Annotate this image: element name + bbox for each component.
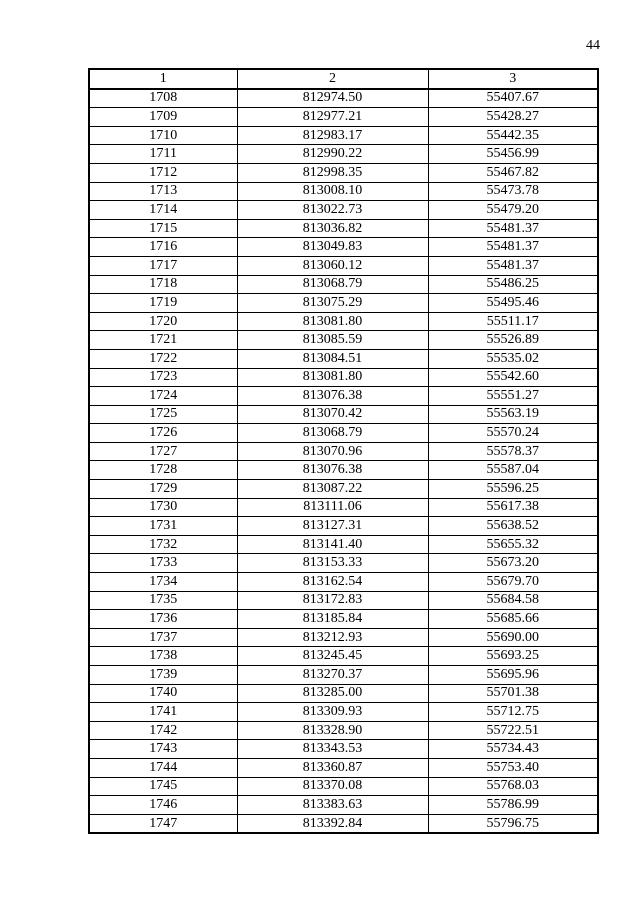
table-cell-col-3: 55456.99	[428, 145, 598, 164]
table-row	[89, 349, 598, 368]
table-cell-col-2: 813245.45	[237, 647, 428, 666]
table-cell-col-3: 55511.17	[428, 312, 598, 331]
table-cell-col-3: 55617.38	[428, 498, 598, 517]
table-cell-col-1: 1720	[89, 312, 237, 331]
table-cell-col-2: 813185.84	[237, 610, 428, 629]
table-cell-col-3: 55638.52	[428, 517, 598, 536]
table-row	[89, 666, 598, 685]
table-cell-col-3: 55495.46	[428, 294, 598, 313]
table-cell-col-2: 813270.37	[237, 666, 428, 685]
table-row	[89, 256, 598, 275]
table-cell-col-1: 1746	[89, 796, 237, 815]
table-row	[89, 796, 598, 815]
table-row	[89, 368, 598, 387]
table-cell-col-1: 1713	[89, 182, 237, 201]
table-cell-col-3: 55768.03	[428, 777, 598, 796]
table-cell-col-2: 813285.00	[237, 684, 428, 703]
table-cell-col-3: 55467.82	[428, 163, 598, 182]
table-row	[89, 182, 598, 201]
table-row	[89, 331, 598, 350]
table-row	[89, 684, 598, 703]
table-cell-col-2: 812977.21	[237, 108, 428, 127]
table-cell-col-3: 55407.67	[428, 89, 598, 108]
coordinates-table	[88, 68, 599, 834]
table-row	[89, 387, 598, 406]
table-cell-col-3: 55701.38	[428, 684, 598, 703]
table-cell-col-3: 55690.00	[428, 628, 598, 647]
table-cell-col-3: 55570.24	[428, 424, 598, 443]
table-row	[89, 591, 598, 610]
table-cell-col-3: 55542.60	[428, 368, 598, 387]
table-cell-col-1: 1738	[89, 647, 237, 666]
table-cell-col-1: 1722	[89, 349, 237, 368]
table-cell-col-3: 55693.25	[428, 647, 598, 666]
table-cell-col-1: 1743	[89, 740, 237, 759]
table-cell-col-3: 55486.25	[428, 275, 598, 294]
table-row	[89, 703, 598, 722]
table-cell-col-2: 812974.50	[237, 89, 428, 108]
header-col-3: 3	[428, 69, 598, 89]
table-cell-col-2: 812990.22	[237, 145, 428, 164]
table-row	[89, 461, 598, 480]
table-cell-col-3: 55722.51	[428, 721, 598, 740]
table-cell-col-3: 55753.40	[428, 758, 598, 777]
table-cell-col-2: 812998.35	[237, 163, 428, 182]
table-row	[89, 442, 598, 461]
table-row	[89, 498, 598, 517]
table-cell-col-3: 55685.66	[428, 610, 598, 629]
table-cell-col-3: 55587.04	[428, 461, 598, 480]
table-cell-col-1: 1716	[89, 238, 237, 257]
table-row	[89, 517, 598, 536]
table-cell-col-1: 1744	[89, 758, 237, 777]
table-cell-col-2: 813036.82	[237, 219, 428, 238]
table-cell-col-2: 813309.93	[237, 703, 428, 722]
table-cell-col-3: 55535.02	[428, 349, 598, 368]
table-row	[89, 554, 598, 573]
table-row	[89, 777, 598, 796]
table-row	[89, 89, 598, 108]
table-cell-col-1: 1726	[89, 424, 237, 443]
table-row	[89, 628, 598, 647]
table-cell-col-1: 1712	[89, 163, 237, 182]
header-col-1: 1	[89, 69, 237, 89]
table-cell-col-3: 55428.27	[428, 108, 598, 127]
table-cell-col-3: 55473.78	[428, 182, 598, 201]
table-cell-col-3: 55684.58	[428, 591, 598, 610]
table-cell-col-2: 813008.10	[237, 182, 428, 201]
table-cell-col-2: 813076.38	[237, 387, 428, 406]
table-cell-col-1: 1727	[89, 442, 237, 461]
table-cell-col-1: 1715	[89, 219, 237, 238]
table-cell-col-1: 1737	[89, 628, 237, 647]
header-col-2: 2	[237, 69, 428, 89]
table-row	[89, 740, 598, 759]
table-cell-col-1: 1735	[89, 591, 237, 610]
table-cell-col-3: 55734.43	[428, 740, 598, 759]
table-row	[89, 294, 598, 313]
table-row	[89, 238, 598, 257]
table-row	[89, 424, 598, 443]
table-cell-col-1: 1739	[89, 666, 237, 685]
table-row	[89, 126, 598, 145]
table-cell-col-2: 813212.93	[237, 628, 428, 647]
table-cell-col-1: 1721	[89, 331, 237, 350]
table-cell-col-3: 55526.89	[428, 331, 598, 350]
table-cell-col-1: 1740	[89, 684, 237, 703]
table-cell-col-3: 55481.37	[428, 238, 598, 257]
table-cell-col-3: 55479.20	[428, 201, 598, 220]
table-cell-col-2: 813075.29	[237, 294, 428, 313]
table-row	[89, 405, 598, 424]
table-cell-col-1: 1729	[89, 480, 237, 499]
table-cell-col-2: 813111.06	[237, 498, 428, 517]
table-cell-col-2: 813076.38	[237, 461, 428, 480]
table-cell-col-2: 813060.12	[237, 256, 428, 275]
header-row	[89, 69, 598, 89]
table-row	[89, 163, 598, 182]
table-cell-col-3: 55786.99	[428, 796, 598, 815]
table-cell-col-3: 55796.75	[428, 814, 598, 833]
table-cell-col-1: 1741	[89, 703, 237, 722]
table-cell-col-2: 813084.51	[237, 349, 428, 368]
table-cell-col-2: 813087.22	[237, 480, 428, 499]
table-row	[89, 312, 598, 331]
table-cell-col-2: 813127.31	[237, 517, 428, 536]
table-header	[89, 69, 598, 89]
table-cell-col-1: 1731	[89, 517, 237, 536]
table-row	[89, 721, 598, 740]
table-cell-col-1: 1736	[89, 610, 237, 629]
table-cell-col-1: 1747	[89, 814, 237, 833]
table-row	[89, 647, 598, 666]
table-row	[89, 275, 598, 294]
table-cell-col-2: 813070.96	[237, 442, 428, 461]
table-row	[89, 610, 598, 629]
table-cell-col-3: 55481.37	[428, 219, 598, 238]
table-cell-col-1: 1733	[89, 554, 237, 573]
table-cell-col-3: 55695.96	[428, 666, 598, 685]
table-row	[89, 219, 598, 238]
table-row	[89, 145, 598, 164]
table-cell-col-2: 813081.80	[237, 368, 428, 387]
table-cell-col-1: 1710	[89, 126, 237, 145]
table-cell-col-1: 1742	[89, 721, 237, 740]
table-cell-col-2: 813383.63	[237, 796, 428, 815]
table-cell-col-1: 1719	[89, 294, 237, 313]
table-cell-col-3: 55551.27	[428, 387, 598, 406]
table-row	[89, 758, 598, 777]
table-body	[89, 89, 598, 834]
table-cell-col-1: 1708	[89, 89, 237, 108]
table-cell-col-2: 813172.83	[237, 591, 428, 610]
table-cell-col-2: 813370.08	[237, 777, 428, 796]
table-row	[89, 480, 598, 499]
table-cell-col-1: 1723	[89, 368, 237, 387]
table-row	[89, 814, 598, 833]
table-cell-col-2: 813068.79	[237, 424, 428, 443]
table-cell-col-2: 813070.42	[237, 405, 428, 424]
table-cell-col-1: 1730	[89, 498, 237, 517]
table-cell-col-2: 813153.33	[237, 554, 428, 573]
table-cell-col-2: 813081.80	[237, 312, 428, 331]
table-row	[89, 573, 598, 592]
table-cell-col-1: 1718	[89, 275, 237, 294]
table-cell-col-3: 55673.20	[428, 554, 598, 573]
table-cell-col-3: 55578.37	[428, 442, 598, 461]
table-cell-col-1: 1732	[89, 535, 237, 554]
table-cell-col-1: 1717	[89, 256, 237, 275]
table-cell-col-3: 55679.70	[428, 573, 598, 592]
table-cell-col-2: 813162.54	[237, 573, 428, 592]
table-cell-col-2: 812983.17	[237, 126, 428, 145]
table-cell-col-1: 1728	[89, 461, 237, 480]
table-row	[89, 201, 598, 220]
table-cell-col-3: 55596.25	[428, 480, 598, 499]
table-cell-col-1: 1724	[89, 387, 237, 406]
table-row	[89, 108, 598, 127]
table-cell-col-2: 813392.84	[237, 814, 428, 833]
table-cell-col-2: 813343.53	[237, 740, 428, 759]
table-cell-col-1: 1725	[89, 405, 237, 424]
table-cell-col-2: 813068.79	[237, 275, 428, 294]
table-cell-col-2: 813085.59	[237, 331, 428, 350]
table-cell-col-2: 813360.87	[237, 758, 428, 777]
table-cell-col-1: 1709	[89, 108, 237, 127]
table-cell-col-3: 55481.37	[428, 256, 598, 275]
table-cell-col-3: 55442.35	[428, 126, 598, 145]
table-cell-col-1: 1734	[89, 573, 237, 592]
table-cell-col-3: 55563.19	[428, 405, 598, 424]
table-cell-col-2: 813328.90	[237, 721, 428, 740]
table-cell-col-2: 813022.73	[237, 201, 428, 220]
table-cell-col-3: 55712.75	[428, 703, 598, 722]
table-cell-col-1: 1711	[89, 145, 237, 164]
table-cell-col-2: 813049.83	[237, 238, 428, 257]
table-cell-col-3: 55655.32	[428, 535, 598, 554]
page-number: 44	[586, 38, 600, 53]
table-cell-col-1: 1745	[89, 777, 237, 796]
table-cell-col-1: 1714	[89, 201, 237, 220]
table-cell-col-2: 813141.40	[237, 535, 428, 554]
table-row	[89, 535, 598, 554]
